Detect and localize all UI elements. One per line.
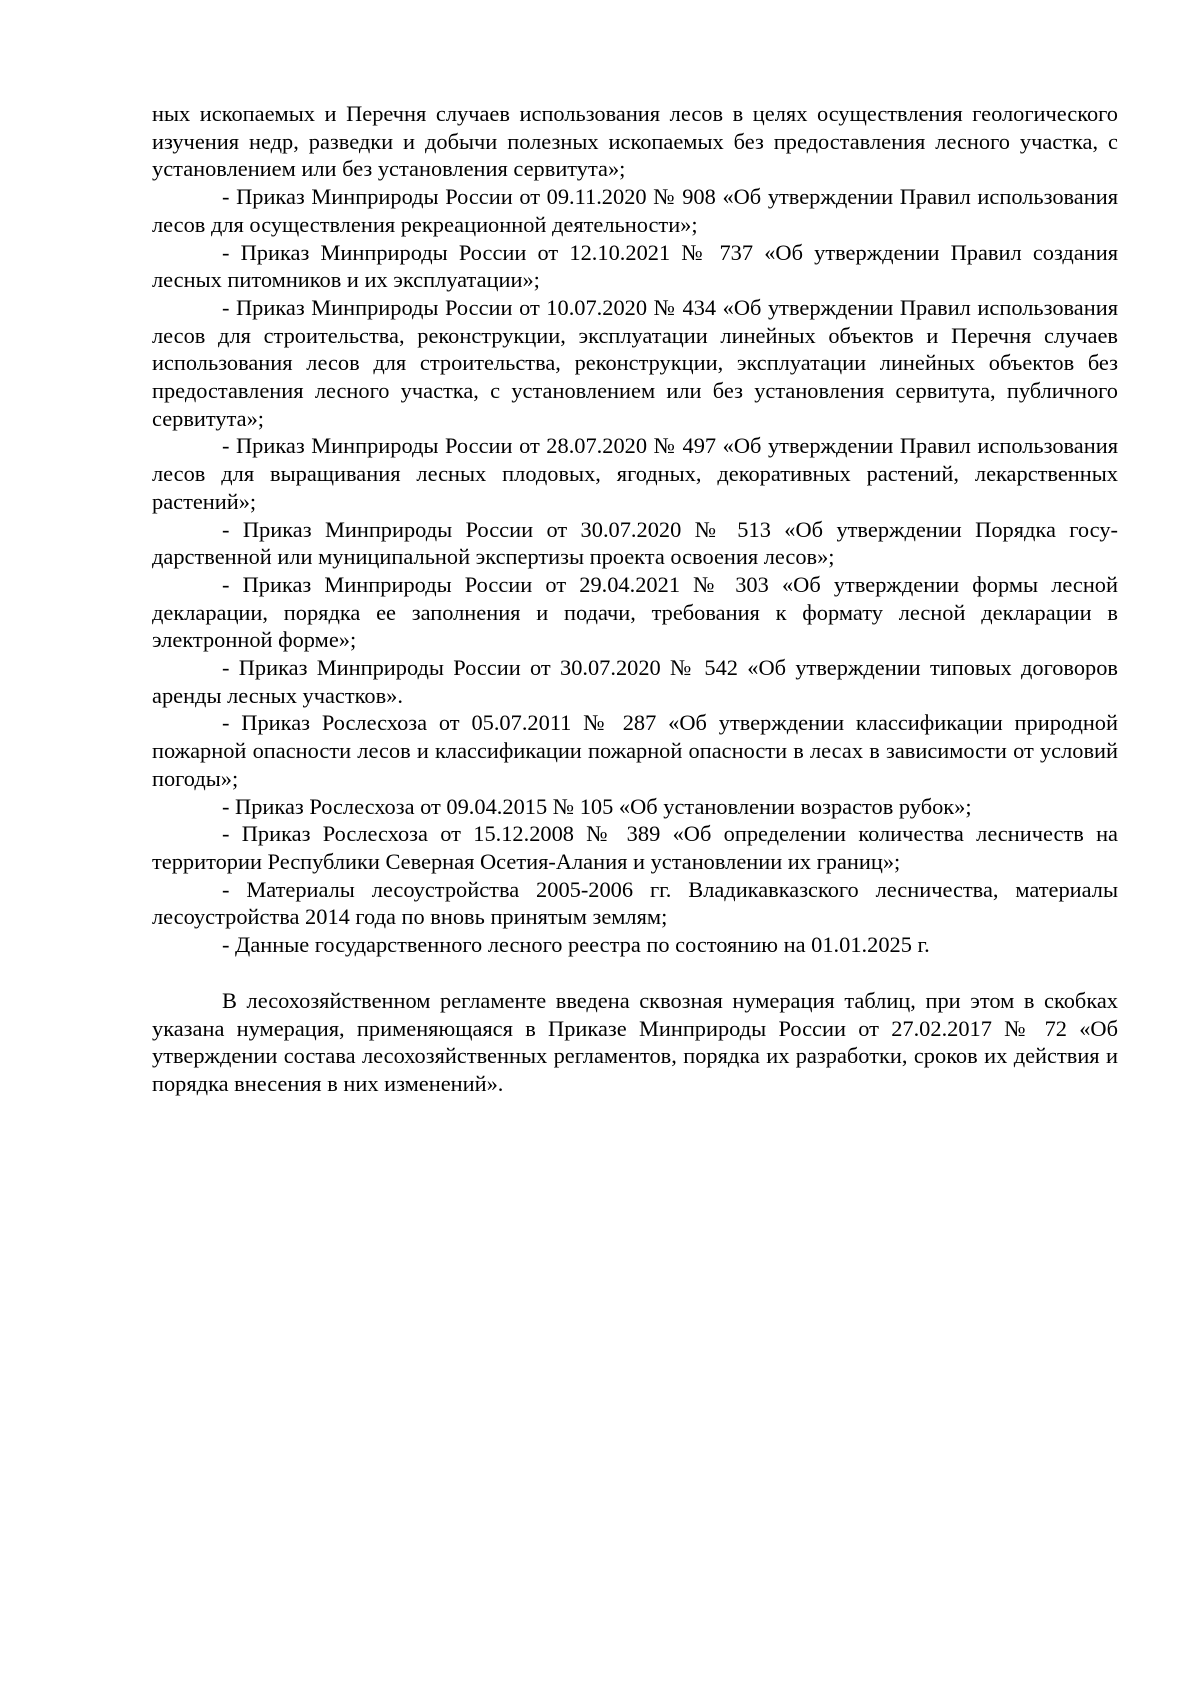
list-item: - Приказ Минприроды России от 12.10.2021 № 737 «Об утверждении Правил создания лесных питомников и их эксплуатации»; bbox=[152, 239, 1118, 293]
list-item: - Приказ Минприроды России от 10.07.2020 № 434 «Об утверждении Правил использования лесов для строительства, реконструкции, эксплуатации линейных объектов и Перечня случаев использования лесов для строительства, реконструкции, эксплуатации линейных объектов без предоставления лесного участка, с установлением или без установления сервитута, публичного сервитута»; bbox=[152, 294, 1118, 431]
list-item: - Приказ Минприроды России от 29.04.2021 № 303 «Об утверждении формы лесной декларации, порядка ее заполнения и подачи, требования к формату лесной декларации в электронной форме»; bbox=[152, 571, 1118, 653]
list-item: - Приказ Минприроды России от 30.07.2020 № 542 «Об утверждении типовых договоров аренды лесных участков». bbox=[152, 655, 1118, 708]
paragraph-spacer bbox=[152, 959, 1118, 987]
list-item: - Приказ Минприроды России от 30.07.2020 № 513 «Об утверждении Порядка государственной или муниципальной экспертизы проекта освоения лесов»; bbox=[152, 516, 1118, 570]
list-item: - Приказ Рослесхоза от 15.12.2008 № 389 «Об определении количества лесничеств на территории Республики Северная Осетия-Алания и установлении их границ»; bbox=[152, 821, 1118, 874]
list-item: - Материалы лесоустройства 2005-2006 гг. Владикавказского лесничества, материалы лесоустройства 2014 года по вновь принятым землям; bbox=[152, 876, 1118, 930]
list-item: - Приказ Минприроды России от 09.11.2020 № 908 «Об утверждении Правил использования лесов для осуществления рекреационной деятельности»; bbox=[152, 184, 1118, 237]
list-item: - Приказ Рослесхоза от 05.07.2011 № 287 «Об утверждении классификации природной пожарной опасности лесов и классификации пожарной опасности в лесах в зависимости от условий погоды»; bbox=[152, 710, 1118, 791]
document-page bbox=[152, 100, 1118, 1098]
list-item: - Приказ Рослесхоза от 09.04.2015 № 105 «Об установлении возрастов рубок»; bbox=[222, 793, 972, 819]
paragraph-continuation: ных ископаемых и Перечня случаев использования лесов в целях осуществления геологического изучения недр, разведки и добычи полезных ископаемых без предоставления лесного участка, с установлением или без установления сервитута»; bbox=[152, 101, 1118, 182]
closing-paragraph: В лесохозяйственном регламенте введена сквозная нумерация таблиц, при этом в скобках указана нумерация, применяющаяся в Приказе Минприроды России от 27.02.2017 № 72 «Об утверждении состава лесохозяйственных регламентов, порядка их разработки, сроков их действия и порядка внесения в них изменений». bbox=[152, 987, 1118, 1096]
list-item: - Данные государственного лесного реестра по состоянию на 01.01.2025 г. bbox=[222, 932, 930, 958]
list-item: - Приказ Минприроды России от 28.07.2020 № 497 «Об утверждении Правил использования лесов для выращивания лесных плодовых, ягодных, декоративных растений, лекарственных растений»; bbox=[152, 433, 1118, 514]
